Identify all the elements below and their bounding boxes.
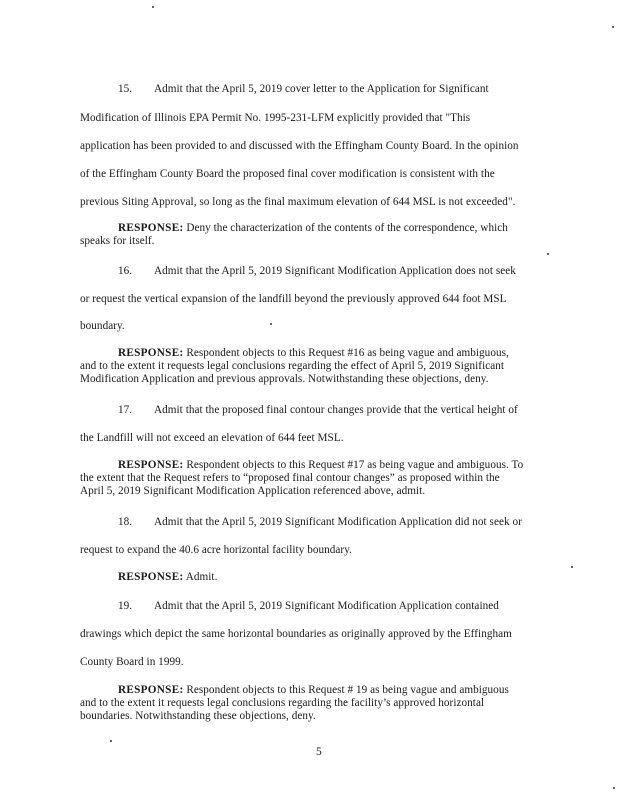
item-19-line-3: County Board in 1999. — [80, 656, 184, 668]
item-16-line-3: boundary. — [80, 320, 125, 332]
scan-speck — [613, 787, 615, 789]
scan-speck — [571, 566, 573, 568]
item-19-response — [118, 684, 509, 697]
item-19-line-1: Admit that the April 5, 2019 Significant Modification Application contained — [154, 600, 499, 612]
item-17-line-2: the Landfill will not exceed an elevation of 644 feet MSL. — [80, 432, 344, 444]
item-19-response-line-2: and to the extent it requests legal conclusions regarding the facility’s approved horizontal — [80, 697, 485, 709]
item-16-response-line-3: Modification Application and previous approvals. Notwithstanding these objections, deny. — [80, 373, 489, 385]
scan-speck — [270, 323, 272, 325]
item-19-line-2: drawings which depict the same horizontal boundaries as originally approved by the Effingham — [80, 628, 512, 640]
scan-speck — [152, 6, 154, 8]
response-label: RESPONSE: — [118, 347, 184, 359]
item-17-response-line-2: the extent that the Request refers to “proposed final contour changes” as proposed within the — [80, 472, 500, 484]
item-15-response-line-2: speaks for itself. — [80, 235, 155, 247]
item-18-line-1: Admit that the April 5, 2019 Significant Modification Application did not seek or — [154, 516, 522, 528]
item-18-response — [118, 571, 217, 584]
scan-speck — [612, 26, 614, 28]
item-19-response-line-1: Respondent objects to this Request # 19 as being vague and ambiguous — [186, 684, 509, 696]
item-16-response-line-1: Respondent objects to this Request #16 as being vague and ambiguous, — [186, 347, 509, 359]
item-number-15: 15. — [118, 83, 132, 95]
item-15-line-2: Modification of Illinois EPA Permit No. 1995-231-LFM explicitly provided that "This — [80, 112, 471, 124]
item-15-line-4: of the Effingham County Board the proposed final cover modification is consistent with the — [80, 168, 495, 180]
response-label: RESPONSE: — [118, 222, 184, 234]
item-15-response — [118, 222, 508, 235]
item-15-response-line-1: Deny the characterization of the contents of the correspondence, which — [186, 222, 508, 234]
response-label: RESPONSE: — [118, 571, 184, 583]
item-17-response-line-1: Respondent objects to this Request #17 as being vague and ambiguous. To — [186, 459, 524, 471]
item-number-16: 16. — [118, 265, 132, 277]
item-17-line-1: Admit that the proposed final contour changes provide that the vertical height of — [154, 404, 518, 416]
item-15-line-3: application has been provided to and discussed with the Effingham County Board. In the opinion — [80, 140, 519, 152]
item-18-line-2: request to expand the 40.6 acre horizontal facility boundary. — [80, 544, 352, 556]
item-15-line-5: previous Siting Approval, so long as the final maximum elevation of 644 MSL is not exceeded". — [80, 196, 516, 208]
item-15-line-1: Admit that the April 5, 2019 cover letter to the Application for Significant — [154, 83, 489, 95]
response-label: RESPONSE: — [118, 459, 184, 471]
item-19-response-line-3: boundaries. Notwithstanding these objections, deny. — [80, 710, 316, 722]
item-number-19: 19. — [118, 600, 132, 612]
item-16-response-line-2: and to the extent it requests legal conclusions regarding the effect of April 5, 2019 Significant — [80, 360, 505, 372]
item-number-17: 17. — [118, 404, 132, 416]
scan-speck — [547, 253, 549, 255]
item-16-line-2: or request the vertical expansion of the landfill beyond the previously approved 644 foot MSL — [80, 293, 507, 305]
scan-speck — [110, 740, 112, 742]
item-18-response-line-1: Admit. — [185, 571, 218, 583]
response-label: RESPONSE: — [118, 684, 184, 696]
page-number: 5 — [316, 746, 322, 758]
item-16-response — [118, 347, 509, 360]
item-17-response-line-3: April 5, 2019 Significant Modification Application referenced above, admit. — [80, 485, 426, 497]
item-17-response — [118, 459, 523, 472]
item-16-line-1: Admit that the April 5, 2019 Significant Modification Application does not seek — [154, 265, 516, 277]
item-number-18: 18. — [118, 516, 132, 528]
